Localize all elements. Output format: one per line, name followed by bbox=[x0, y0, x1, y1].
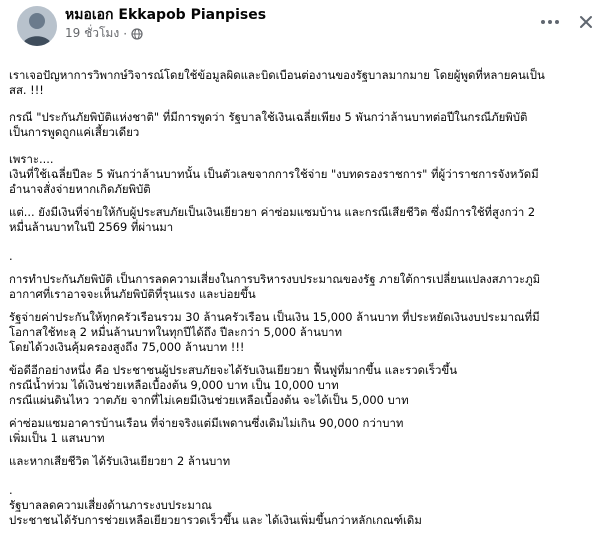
post-text-line: ข้อดีอีกอย่างหนึ่ง คือ ประชาชนผู้ประสบภัยจะได้รับเงินเยียวยา ฟื้นฟูที่มากขึ้น และรวดเร็วขึ้น bbox=[9, 363, 457, 377]
post-body bbox=[9, 68, 594, 528]
avatar-image bbox=[17, 6, 57, 46]
globe-icon[interactable] bbox=[131, 28, 143, 40]
post-text-line: กรณี "ประกันภัยพิบัติแห่งชาติ" ที่มีการพูดว่า รัฐบาลใช้เงินเฉลี่ยเพียง 5 พันกว่าล้านบาทต่อปีในกรณีภัยพิบัติ bbox=[9, 110, 528, 124]
post-text-line: กรณีแผ่นดินไหว วาตภัย จากที่ไม่เคยมีเงินช่วยเหลือเบื้องต้น จะได้เป็น 5,000 บาท bbox=[9, 393, 409, 407]
post-text-line: . bbox=[9, 249, 13, 263]
post-text-line: และหากเสียชีวิต ได้รับเงินเยียวยา 2 ล้านบาท bbox=[9, 454, 231, 468]
post-text-line: แต่... ยังมีเงินที่จ่ายให้กับผู้ประสบภัยเป็นเงินเยียวยา ค่าซ่อมแซมบ้าน และกรณีเสียชีวิต ซึ่งมีการใช้ที่สูงกว่า 2 bbox=[9, 205, 536, 219]
post-text-line: เพิ่มเป็น 1 แสนบาท bbox=[9, 431, 105, 445]
post-text-line: หมื่นล้านบาทในปี 2569 ที่ผ่านมา bbox=[9, 220, 174, 234]
post-text-line: เพราะ.... bbox=[9, 152, 54, 166]
post-header bbox=[0, 0, 600, 50]
post-text-line: โอกาสใช้ทะลุ 2 หมื่นล้านบาทในทุกปีได้ถึง ปีละกว่า 5,000 ล้านบาท bbox=[9, 325, 343, 339]
author-name[interactable]: หมอเอก Ekkapob Pianpises bbox=[65, 7, 267, 23]
post-text-line: สส. !!! bbox=[9, 83, 44, 97]
post-text-line: . bbox=[9, 483, 13, 497]
post-text-line: อากาศที่เราอาจจะเห็นภัยพิบัติที่รุนแรง และบ่อยขึ้น bbox=[9, 287, 256, 301]
post-text-line: ประชาชนได้รับการช่วยเหลือเยียวยารวดเร็วขึ้น และ ได้เงินเพิ่มขึ้นกว่าหลักเกณฑ์เดิม bbox=[9, 513, 422, 527]
more-horizontal-icon[interactable] bbox=[538, 10, 562, 34]
post-text-line: กรณีน้ำท่วม ได้เงินช่วยเหลือเบื้องต้น 9,000 บาท เป็น 10,000 บาท bbox=[9, 378, 339, 392]
post-text-line: โดยได้วงเงินคุ้มครองสูงถึง 75,000 ล้านบาท !!! bbox=[9, 340, 245, 354]
post-text-line: อำนาจสั่งจ่ายหากเกิดภัยพิบัติ bbox=[9, 182, 151, 196]
meta-separator: · bbox=[123, 26, 128, 41]
post-meta bbox=[65, 24, 143, 43]
post-text-line: รัฐจ่ายค่าประกันให้ทุกครัวเรือนรวม 30 ล้านครัวเรือน เป็นเงิน 15,000 ล้านบาท ที่ประหยัดเงินงบประมาณที่มี bbox=[9, 310, 540, 324]
post-text-line: เป็นการพูดถูกแค่เสี้ยวเดียว bbox=[9, 125, 140, 139]
post-text-line: รัฐบาลลดความเสี่ยงด้านภาระงบประมาณ bbox=[9, 498, 212, 512]
post-time[interactable]: 19 ชั่วโมง bbox=[65, 26, 120, 40]
close-icon[interactable] bbox=[574, 10, 598, 34]
post-text-line: ค่าซ่อมแซมอาคารบ้านเรือน ที่จ่ายจริงแต่มีเพดานซึ่งเดิมไม่เกิน 90,000 กว่าบาท bbox=[9, 416, 404, 430]
post-text-line: เงินที่ใช้เฉลี่ยปีละ 5 พันกว่าล้านบาทนั้น เป็นตัวเลขจากการใช้จ่าย "งบทดรองราชการ" ที่ผู้ว่าราชการจังหวัดมี bbox=[9, 167, 539, 181]
post-text-line: เราเจอปัญหาการวิพากษ์วิจารณ์โดยใช้ข้อมูลผิดและบิดเบือนต่องานของรัฐบาลมากมาย โดยผู้พูดที่หลายคนเป็น bbox=[9, 68, 545, 82]
avatar[interactable] bbox=[17, 6, 57, 46]
post-text-line: การทำประกันภัยพิบัติ เป็นการลดความเสี่ยงในการบริหารงบประมาณของรัฐ ภายใต้การเปลี่ยนแปลงสภาวะภูมิ bbox=[9, 272, 541, 286]
